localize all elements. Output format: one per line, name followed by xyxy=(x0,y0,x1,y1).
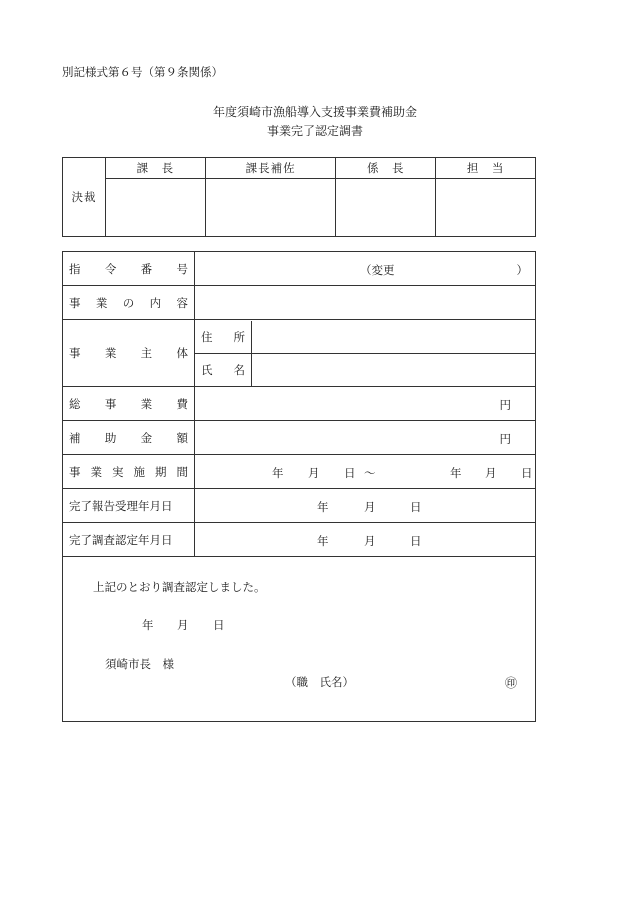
period-end-year: 年 xyxy=(450,466,462,480)
certification-day: 日 xyxy=(213,618,225,632)
approval-stamp-person-in-charge[interactable] xyxy=(436,179,536,237)
total-cost-field[interactable] xyxy=(195,387,536,421)
directive-number-field[interactable] xyxy=(195,252,536,286)
report-date-day: 日 xyxy=(410,500,422,514)
subsidy-amount-unit: 円 xyxy=(499,432,511,446)
approval-header-subsection-chief: 係 長 xyxy=(336,158,436,179)
approval-header-section-chief: 課 長 xyxy=(106,158,206,179)
certification-month: 月 xyxy=(177,618,189,632)
name-field[interactable] xyxy=(252,353,536,386)
certification-year: 年 xyxy=(142,618,154,632)
subsidy-amount-field[interactable] xyxy=(195,421,536,455)
address-field[interactable] xyxy=(252,321,536,354)
report-date-month: 月 xyxy=(364,500,376,514)
directive-number-label: 指 令 番 号 xyxy=(63,252,195,286)
addressee: 須崎市長 様 xyxy=(105,657,174,671)
period-end-day: 日 xyxy=(521,466,533,480)
inspection-date-year: 年 xyxy=(317,534,329,548)
approval-header-assistant-chief: 課長補佐 xyxy=(205,158,336,179)
total-cost-unit: 円 xyxy=(499,398,511,412)
directive-change-close: ） xyxy=(516,263,528,277)
period-tilde: ～ xyxy=(364,466,376,480)
report-date-label: 完了報告受理年月日 xyxy=(63,489,195,523)
kessai-label: 決裁 xyxy=(63,158,106,237)
certification-statement: 上記のとおり調査認定しました。 xyxy=(93,580,266,594)
inspection-date-label: 完了調査認定年月日 xyxy=(63,523,195,557)
approval-stamp-assistant-chief[interactable] xyxy=(205,179,336,237)
total-cost-label: 総 事 業 費 xyxy=(63,387,195,421)
approval-stamp-section-chief[interactable] xyxy=(106,179,206,237)
subsidy-amount-label: 補 助 金 額 xyxy=(63,421,195,455)
approval-table xyxy=(62,157,536,237)
period-end-month: 月 xyxy=(485,466,497,480)
document-title-line2: 事業完了認定調書 xyxy=(266,124,363,138)
certification-section xyxy=(63,557,536,722)
directive-change-open: （変更 xyxy=(360,263,395,277)
inspection-date-day: 日 xyxy=(410,534,422,548)
period-label: 事 業 実 施 期 間 xyxy=(63,455,195,489)
seal-mark: ㊞ xyxy=(505,676,518,690)
form-number: 別記様式第６号（第９条関係） xyxy=(62,65,223,79)
inspection-date-month: 月 xyxy=(364,534,376,548)
document-title-line1: 年度須崎市漁船導入支援事業費補助金 xyxy=(212,105,417,119)
report-date-field[interactable] xyxy=(195,489,536,523)
completion-table xyxy=(62,251,536,722)
address-label: 住 所 xyxy=(195,321,252,354)
name-label: 氏 名 xyxy=(195,353,252,386)
report-date-year: 年 xyxy=(317,500,329,514)
approval-stamp-subsection-chief[interactable] xyxy=(336,179,436,237)
project-entity-label: 事 業 主 体 xyxy=(63,320,195,387)
period-field[interactable] xyxy=(195,455,536,489)
project-content-label: 事 業 の 内 容 xyxy=(63,286,195,320)
inspection-date-field[interactable] xyxy=(195,523,536,557)
period-start-month: 月 xyxy=(308,466,320,480)
period-start-year: 年 xyxy=(272,466,284,480)
project-content-field[interactable] xyxy=(195,286,536,320)
official-name: （職 氏名） xyxy=(285,675,354,689)
period-start-day: 日 xyxy=(344,466,356,480)
approval-header-person-in-charge: 担 当 xyxy=(436,158,536,179)
project-entity-subtable xyxy=(195,321,535,386)
